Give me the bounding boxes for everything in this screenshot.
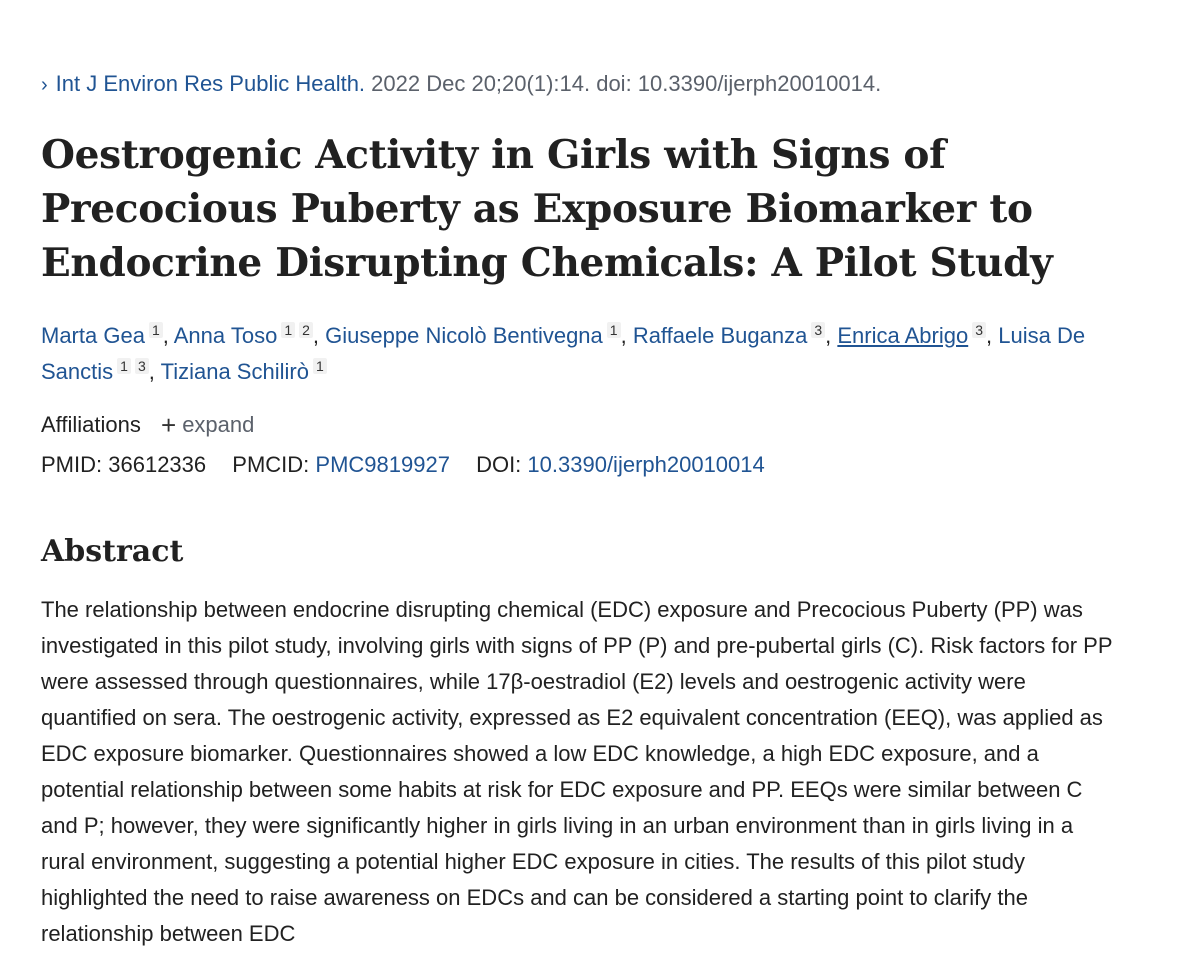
doi-label: DOI:	[476, 452, 522, 477]
expand-affiliations-button[interactable]	[161, 410, 255, 440]
author-link[interactable]: Enrica Abrigo	[837, 323, 969, 348]
expand-label: expand	[182, 412, 255, 437]
author-link[interactable]: Anna Toso	[173, 323, 278, 348]
affiliations-label: Affiliations	[41, 412, 141, 437]
affiliation-ref[interactable]: 1	[313, 358, 327, 374]
doi-link[interactable]: 10.3390/ijerph20010014	[527, 452, 765, 477]
abstract-text: The relationship between endocrine disrupting chemical (EDC) exposure and Precocious Puberty (PP) was investigated in this pilot study, involving girls with signs of PP (P) and pre-pubertal girls (C). Risk factors for PP were assessed through questionnaires, while 17β-oestradiol (E2) levels and oestrogenic activity were quantified on sera. The oestrogenic activity, expressed as E2 equivalent concentration (EEQ), was applied as EDC exposure biomarker. Questionnaires showed a low EDC knowledge, a high EDC exposure, and a potential relationship between some habits at risk for EDC exposure and PP. EEQs were similar between C and P; however, they were significantly higher in girls living in an urban environment than in girls living in a rural environment, suggesting a potential higher EDC exposure in cities. The results of this pilot study highlighted the need to raise awareness on EDCs and can be considered a starting point to clarify the relationship between EDC	[41, 597, 1113, 946]
author-link[interactable]: Marta Gea	[41, 323, 145, 348]
affiliation-ref[interactable]: 2	[299, 322, 313, 338]
journal-link[interactable]: Int J Environ Res Public Health.	[55, 71, 366, 96]
affiliation-ref[interactable]: 3	[811, 322, 825, 338]
affiliation-ref[interactable]: 3	[135, 358, 149, 374]
affiliation-ref[interactable]: 1	[607, 322, 621, 338]
abstract-heading: Abstract	[41, 534, 184, 569]
plus-icon: +	[161, 410, 177, 440]
pmcid-label: PMCID:	[232, 452, 310, 477]
author-link[interactable]: Giuseppe Nicolò Bentivegna	[325, 323, 603, 348]
pmcid-link[interactable]: PMC9819927	[315, 452, 450, 477]
pmid-label: PMID:	[41, 452, 103, 477]
author-link[interactable]: Luisa De Sanctis	[41, 323, 1086, 384]
affiliation-ref[interactable]: 3	[972, 322, 986, 338]
author-list: Marta Gea 1 , Anna Toso 1 2 , Giuseppe Nicolò Bentivegna 1 , Raffaele Buganza 3 , Enrica Abrigo 3 , Luisa De Sanctis 1 3 , Tiziana Schilirò 1	[41, 322, 1086, 384]
identifiers-row	[41, 450, 765, 480]
affiliations-row	[41, 410, 254, 440]
article-title: Oestrogenic Activity in Girls with Signs of Precocious Puberty as Exposure Biomarker to Endocrine Disrupting Chemicals: A Pilot Study	[41, 132, 1053, 286]
citation-details: 2022 Dec 20;20(1):14. doi: 10.3390/ijerph20010014.	[371, 71, 882, 96]
affiliation-ref[interactable]: 1	[149, 322, 163, 338]
author-link[interactable]: Tiziana Schilirò	[160, 359, 309, 384]
author-link[interactable]: Raffaele Buganza	[632, 323, 808, 348]
citation-line	[41, 70, 881, 99]
affiliation-ref[interactable]: 1	[117, 358, 131, 374]
chevron-right-icon[interactable]: ›	[41, 74, 48, 96]
affiliation-ref[interactable]: 1	[281, 322, 295, 338]
pmid-value: 36612336	[108, 452, 207, 477]
